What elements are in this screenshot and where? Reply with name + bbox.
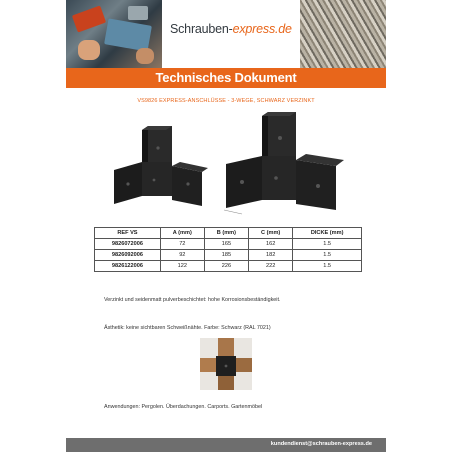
product-subtitle: VS9826 EXPRESS-ANSCHLÜSSE - 3-WEGE, SCHWARZ VERZINKT xyxy=(137,98,315,104)
header-photo-screws xyxy=(300,0,386,68)
table-cell: 1.5 xyxy=(293,261,362,272)
application-photo xyxy=(200,338,252,390)
aesthetics-description: Ästhetik: keine sichtbaren Schweißnähte. Farbe: Schwarz (RAL 7021) xyxy=(104,325,271,331)
applications-description: Anwendungen: Pergolen. Überdachungen. Carports. Gartenmöbel xyxy=(104,404,263,410)
table-cell: 9826092006 xyxy=(95,250,161,261)
footer-bar xyxy=(66,438,386,452)
column-header: DICKE (mm) xyxy=(293,228,362,239)
table-cell: 9826122006 xyxy=(95,261,161,272)
contact-email[interactable]: kundendienst@schrauben-express.de xyxy=(270,441,372,447)
column-header: A (mm) xyxy=(160,228,204,239)
table-cell: 122 xyxy=(160,261,204,272)
product-image-small-connector xyxy=(110,122,210,212)
document-title: Technisches Dokument xyxy=(66,68,386,88)
document-page xyxy=(66,0,386,452)
table-cell: 1.5 xyxy=(293,250,362,261)
product-image-large-connector xyxy=(218,108,348,218)
table-row xyxy=(95,239,362,250)
specification-table xyxy=(94,227,362,272)
table-row xyxy=(95,261,362,272)
coating-description: Verzinkt und seidenmatt pulverbeschichtet: hohe Korrosionsbeständigkeit. xyxy=(104,297,281,303)
table-cell: 162 xyxy=(249,239,293,250)
table-header-row xyxy=(95,228,362,239)
table-cell: 222 xyxy=(249,261,293,272)
table-cell: 92 xyxy=(160,250,204,261)
table-cell: 1.5 xyxy=(293,239,362,250)
table-row xyxy=(95,250,362,261)
table-cell: 72 xyxy=(160,239,204,250)
brand-logo: Schrauben-express.de xyxy=(170,22,292,36)
table-cell: 165 xyxy=(204,239,248,250)
table-cell: 226 xyxy=(204,261,248,272)
column-header: REF VS xyxy=(95,228,161,239)
column-header: B (mm) xyxy=(204,228,248,239)
table-cell: 185 xyxy=(204,250,248,261)
table-cell: 9826072006 xyxy=(95,239,161,250)
table-cell: 182 xyxy=(249,250,293,261)
header-photo-tools xyxy=(66,0,162,68)
header xyxy=(66,0,386,68)
column-header: C (mm) xyxy=(249,228,293,239)
